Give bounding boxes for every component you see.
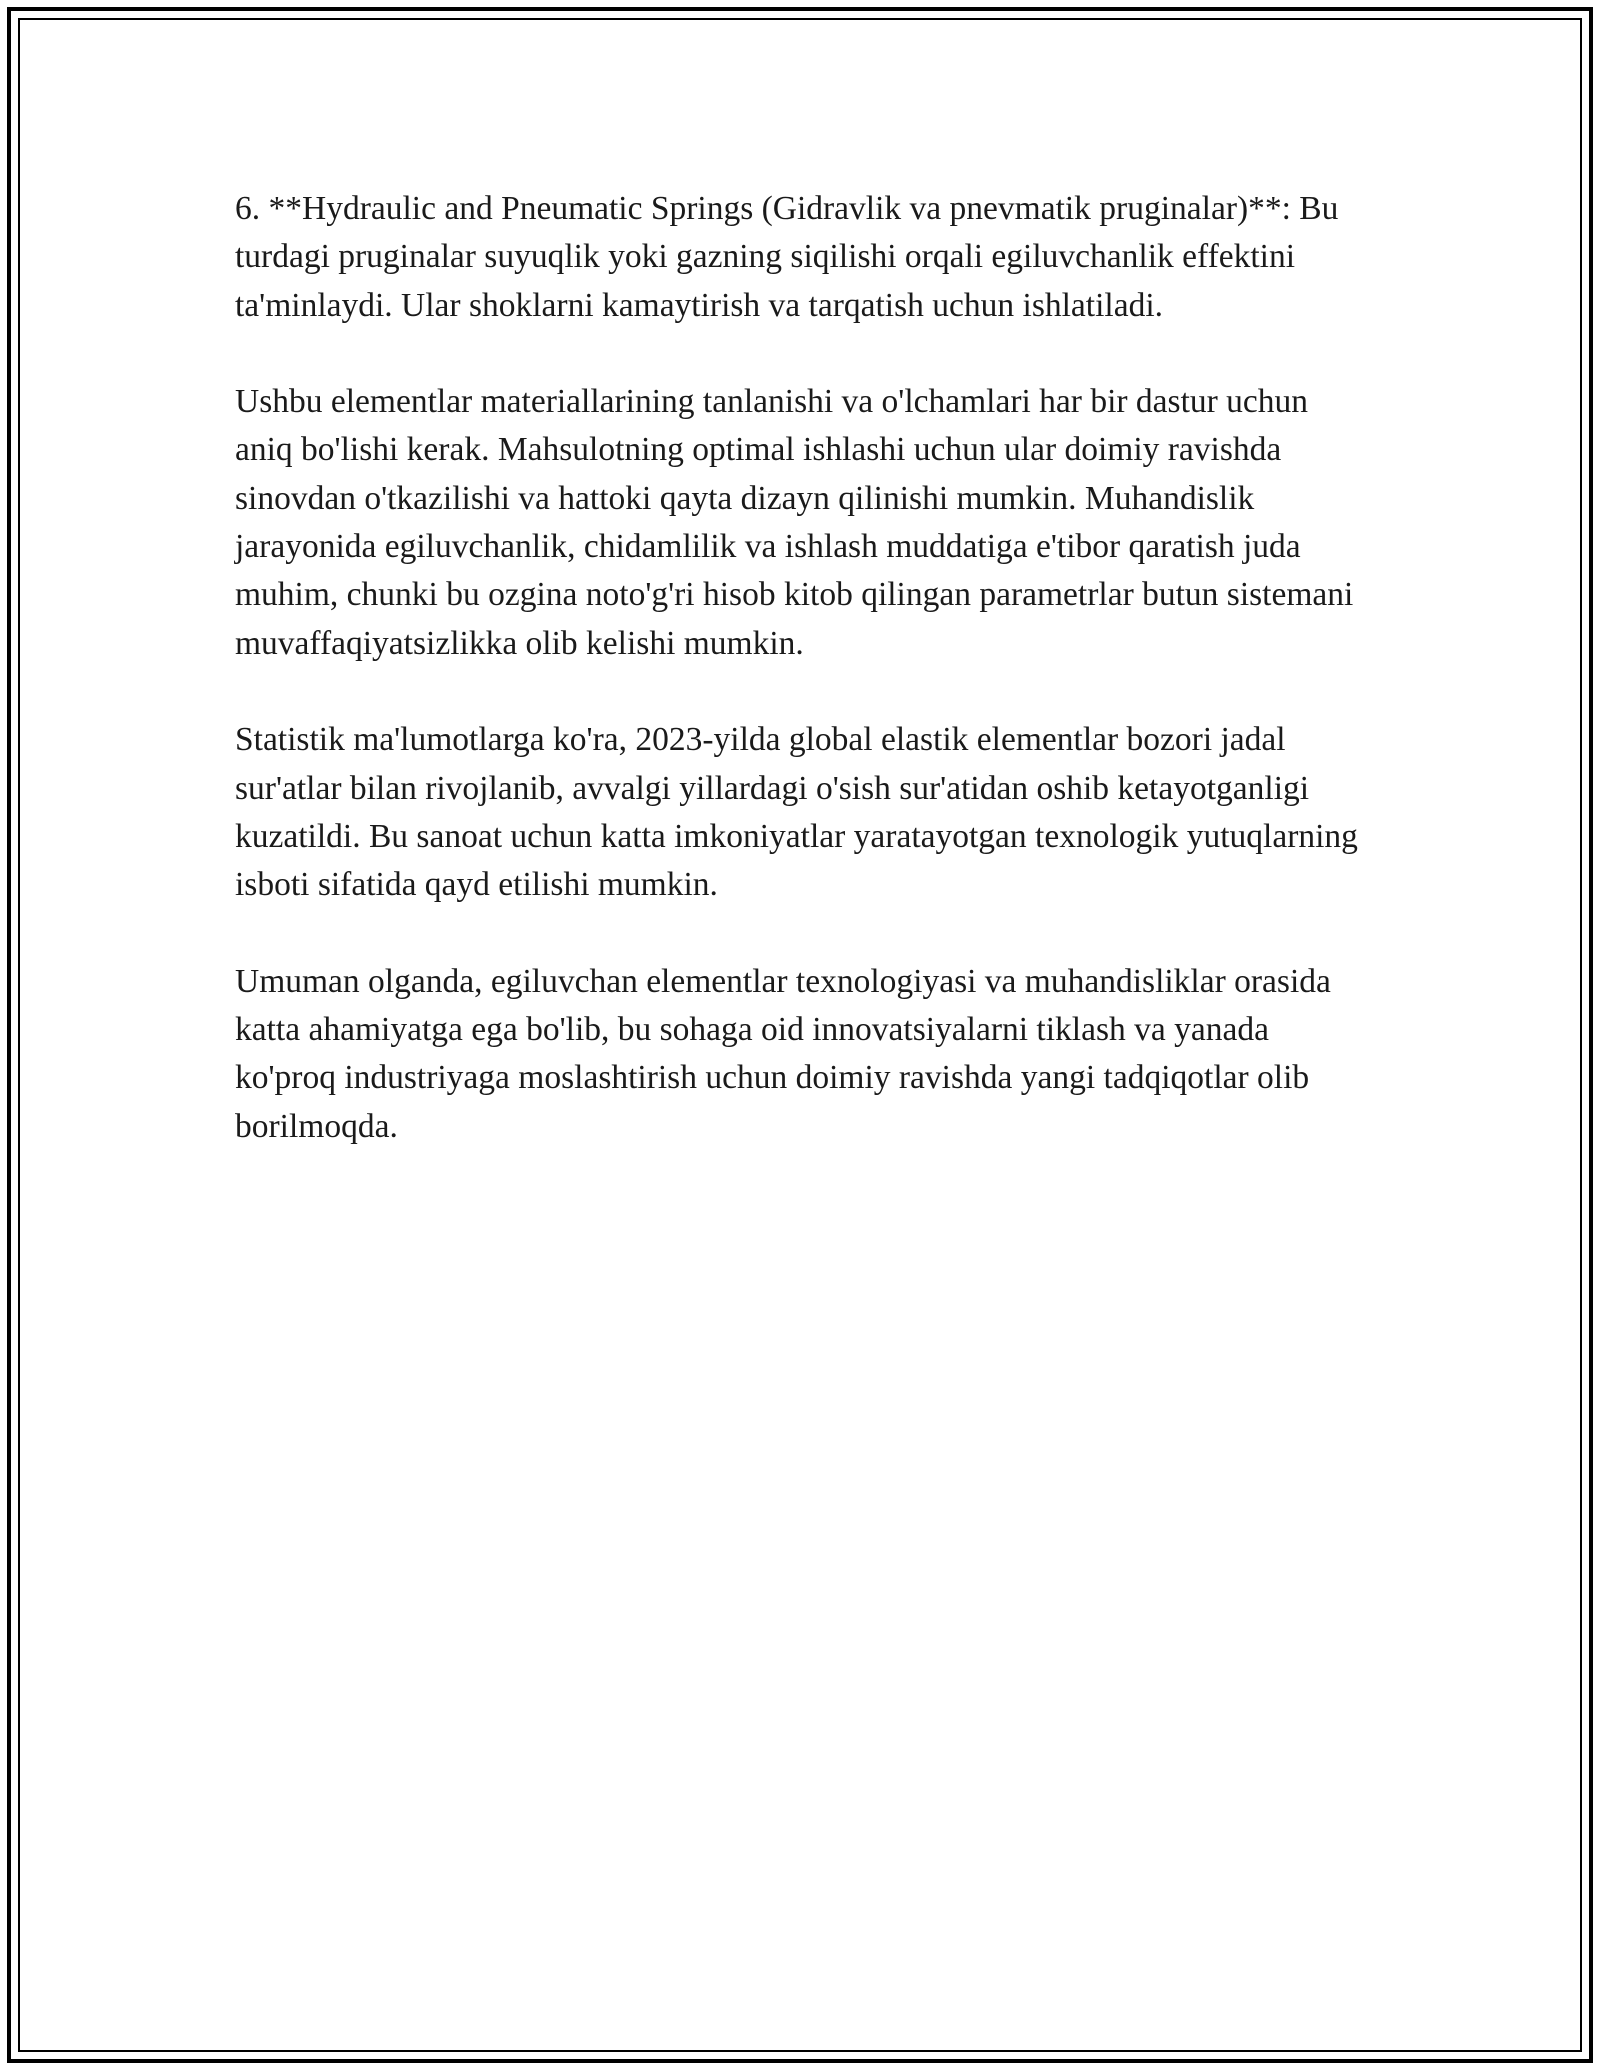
paragraph-market-statistics: Statistik ma'lumotlarga ko'ra, 2023-yilda global elastik elementlar bozori jadal sur'atlar bilan rivojlanib, avvalgi yillardagi o'sish sur'atidan oshib ketayotganligi kuzatildi. Bu sanoat uchun katta imkoniyatlar yaratayotgan texnologik yutuqlarning isboti sifatida qayd etilishi mumkin.	[235, 721, 1358, 904]
paragraph-conclusion: Umuman olganda, egiluvchan elementlar texnologiyasi va muhandisliklar orasida katta ahamiyatga ega bo'lib, bu sohaga oid innovatsiyalarni tiklash va yanada ko'proq industriyaga moslashtirish uchun doimiy ravishda yangi tadqiqotlar olib borilmoqda.	[235, 962, 1331, 1145]
paragraph-material-selection: Ushbu elementlar materiallarining tanlanishi va o'lchamlari har bir dastur uchun aniq bo'lishi kerak. Mahsulotning optimal ishlashi uchun ular doimiy ravishda sinovdan o'tkazilishi va hattoki qayta dizayn qilinishi mumkin. Muhandislik jarayonida egiluvchanlik, chidamlilik va ishlash muddatiga e'tibor qaratish juda muhim, chunki bu ozgina noto'g'ri hisob kitob qilingan parametrlar butun sistemani muvaffaqiyatsizlikka olib kelishi mumkin.	[235, 383, 1354, 662]
paragraph-hydraulic-pneumatic-springs: 6. **Hydraulic and Pneumatic Springs (Gidravlik va pnevmatik pruginalar)**: Bu turdagi pruginalar suyuqlik yoki gazning siqilishi orqali egiluvchanlik effektini ta'minlaydi. Ular shoklarni kamaytirish va tarqatish uchun ishlatiladi.	[235, 190, 1339, 324]
document-body	[235, 185, 1365, 1199]
